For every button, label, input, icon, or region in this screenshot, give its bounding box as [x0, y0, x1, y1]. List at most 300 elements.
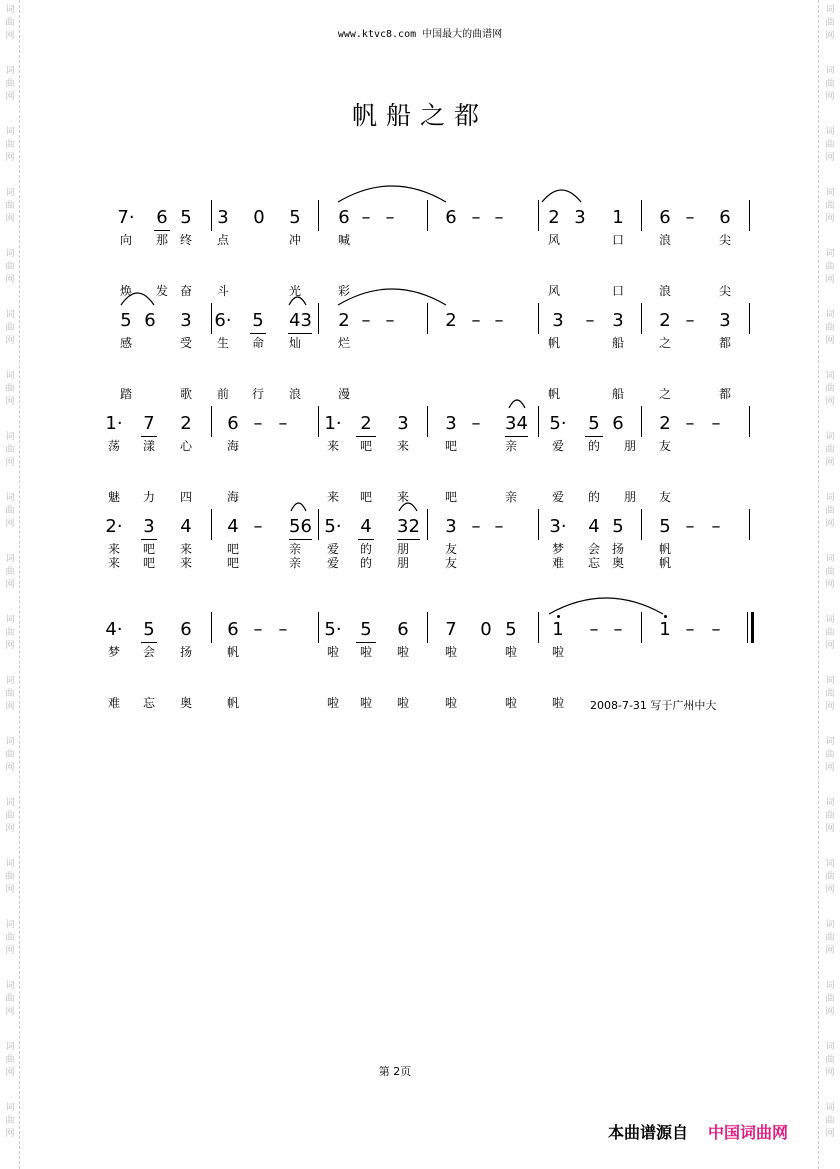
barline [318, 509, 319, 540]
eighth-underline [356, 436, 376, 437]
lyric-verse-2: 爱 [326, 556, 339, 570]
score-note: – [278, 619, 288, 640]
lyric-verse-1: 那 [155, 233, 168, 247]
credit-source-text: 本曲谱源自 [608, 1123, 689, 1142]
barline [749, 200, 750, 231]
lyric-verse-2: 奥 [179, 696, 192, 710]
lyric-verse-2: 彩 [337, 284, 350, 298]
score-note: 56 [289, 516, 312, 537]
watermark-glyph: 曲 [825, 201, 835, 211]
lyric-verse-2: 来 [396, 490, 409, 504]
watermark-glyph: 曲 [825, 506, 835, 516]
eighth-underline [141, 642, 157, 643]
lyric-verse-1: 吧 [444, 439, 457, 453]
watermark-glyph: 曲 [5, 262, 15, 272]
high-octave-dot [557, 615, 560, 618]
score-note: – [685, 310, 695, 331]
watermark-glyph: 词 [5, 432, 15, 442]
watermark-glyph: 网 [5, 397, 15, 407]
lyric-verse-1: 吧 [359, 439, 372, 453]
watermark-glyph: 曲 [5, 140, 15, 150]
watermark-glyph: 词 [825, 249, 835, 259]
watermark-glyph: 网 [825, 824, 835, 834]
barline [641, 612, 642, 643]
score-note: 4 [360, 516, 372, 537]
lyric-verse-2: 来 [107, 556, 120, 570]
score-note: 6 [338, 207, 350, 228]
watermark-glyph: 曲 [5, 994, 15, 1004]
lyric-verse-2: 四 [179, 490, 192, 504]
lyric-verse-2: 来 [179, 556, 192, 570]
eighth-underline [505, 436, 528, 437]
watermark-glyph: 网 [825, 702, 835, 712]
barline [749, 406, 750, 437]
lyric-verse-1: 荡 [107, 439, 120, 453]
watermark-glyph: 曲 [5, 445, 15, 455]
lyric-verse-1: 终 [179, 233, 192, 247]
score-note: – [613, 619, 623, 640]
lyric-verse-2: 魅 [107, 490, 120, 504]
watermark-glyph: 曲 [825, 79, 835, 89]
score-note: 2 [548, 207, 560, 228]
watermark-glyph: 词 [825, 127, 835, 137]
watermark-glyph: 词 [5, 127, 15, 137]
tie-arc [290, 502, 307, 512]
lyric-verse-1: 的 [359, 542, 372, 556]
watermark-glyph: 词 [825, 859, 835, 869]
barline [538, 200, 539, 231]
lyric-verse-2: 船 [611, 387, 624, 401]
lyric-verse-1: 灿 [288, 336, 301, 350]
watermark-glyph: 词 [5, 920, 15, 930]
lyric-verse-2: 啦 [326, 696, 339, 710]
lyric-verse-2: 吧 [444, 490, 457, 504]
score-note: 5 [360, 619, 372, 640]
watermark-glyph: 词 [825, 371, 835, 381]
lyric-verse-2: 奋 [179, 284, 192, 298]
barline [538, 509, 539, 540]
watermark-glyph: 网 [825, 1007, 835, 1017]
watermark-glyph: 曲 [5, 1116, 15, 1126]
score-note: 3· [549, 516, 567, 537]
lyric-verse-1: 帆 [547, 336, 560, 350]
score-note: 6 [445, 207, 457, 228]
lyric-verse-1: 友 [444, 542, 457, 556]
score-note: 1 [654, 619, 676, 641]
lyric-verse-2: 的 [359, 556, 372, 570]
tie-arc [508, 399, 526, 409]
eighth-underline [289, 539, 312, 540]
watermark-glyph: 网 [825, 1129, 835, 1139]
score-note: 3 [143, 516, 155, 537]
score-note: – [385, 207, 395, 228]
watermark-glyph: 曲 [825, 140, 835, 150]
score-note: 1· [324, 413, 342, 434]
lyric-verse-1: 啦 [504, 645, 517, 659]
watermark-glyph: 词 [825, 432, 835, 442]
lyric-verse-2: 焕 [119, 284, 132, 298]
lyric-verse-2: 浪 [288, 387, 301, 401]
score-note: – [589, 619, 599, 640]
final-barline [747, 612, 748, 643]
eighth-underline [141, 436, 157, 437]
watermark-glyph: 网 [825, 946, 835, 956]
score-note: 0 [480, 619, 492, 640]
watermark-glyph: 网 [5, 92, 15, 102]
lyric-verse-2: 发 [155, 284, 168, 298]
tie-arc [337, 185, 447, 203]
score-note: – [253, 516, 263, 537]
score-note: – [253, 619, 263, 640]
lyric-verse-2: 帆 [226, 696, 239, 710]
lyric-verse-2: 爱 [551, 490, 564, 504]
lyric-verse-2: 难 [107, 696, 120, 710]
watermark-glyph: 网 [5, 702, 15, 712]
barline [427, 200, 428, 231]
lyric-verse-2: 吧 [142, 556, 155, 570]
lyric-verse-1: 啦 [396, 645, 409, 659]
score-note: 5 [588, 413, 600, 434]
barline [749, 303, 750, 334]
score-note: 3 [180, 310, 192, 331]
score-note: – [585, 310, 595, 331]
watermark-glyph: 网 [5, 519, 15, 529]
lyric-verse-2: 歌 [179, 387, 192, 401]
score-note: 3 [612, 310, 624, 331]
score-note: 5 [120, 310, 132, 331]
score-note: 6· [214, 310, 232, 331]
watermark-glyph: 网 [5, 1007, 15, 1017]
watermark-glyph: 词 [825, 554, 835, 564]
watermark-glyph: 曲 [5, 811, 15, 821]
watermark-glyph: 曲 [825, 994, 835, 1004]
eighth-underline [288, 333, 312, 334]
watermark-glyph: 网 [825, 580, 835, 590]
lyric-verse-1: 受 [179, 336, 192, 350]
watermark-glyph: 网 [5, 824, 15, 834]
score-note: – [361, 207, 371, 228]
score-note: 2· [105, 516, 123, 537]
lyric-verse-1: 友 [658, 439, 671, 453]
tie-arc [120, 292, 155, 306]
eighth-underline [356, 642, 376, 643]
barline [538, 612, 539, 643]
watermark-glyph: 曲 [825, 628, 835, 638]
barline [211, 509, 212, 540]
lyric-verse-1: 点 [216, 233, 229, 247]
lyric-verse-1: 梦 [551, 542, 564, 556]
watermark-glyph: 词 [825, 920, 835, 930]
eighth-underline [250, 333, 266, 334]
watermark-glyph: 词 [5, 554, 15, 564]
lyric-verse-2: 风 [547, 284, 560, 298]
lyric-verse-1: 啦 [326, 645, 339, 659]
tie-arc [288, 296, 307, 306]
lyric-verse-1: 的 [587, 439, 600, 453]
watermark-glyph: 网 [5, 275, 15, 285]
watermark-glyph: 曲 [825, 872, 835, 882]
score-note: 7 [143, 413, 155, 434]
eighth-underline [585, 436, 603, 437]
score-note: 3 [574, 207, 586, 228]
score-note: – [711, 516, 721, 537]
watermark-glyph: 网 [5, 1068, 15, 1078]
lyric-verse-2: 海 [226, 490, 239, 504]
score-note: 5· [324, 516, 342, 537]
lyric-verse-1: 梦 [107, 645, 120, 659]
watermark-glyph: 网 [825, 397, 835, 407]
watermark-glyph: 词 [825, 5, 835, 15]
site-header: www.ktvc8.com 中国最大的曲谱网 [337, 29, 503, 40]
score-note: 6 [156, 207, 168, 228]
lyric-verse-2: 啦 [444, 696, 457, 710]
lyric-verse-1: 冲 [288, 233, 301, 247]
lyric-verse-1: 爱 [551, 439, 564, 453]
watermark-glyph: 词 [825, 310, 835, 320]
lyric-verse-2: 吧 [226, 556, 239, 570]
watermark-glyph: 词 [825, 1042, 835, 1052]
watermark-glyph: 曲 [825, 933, 835, 943]
score-system [0, 310, 840, 420]
date-note: 2008-7-31 写于广州中大 [590, 699, 717, 712]
lyric-verse-2: 踏 [119, 387, 132, 401]
lyric-verse-1: 会 [142, 645, 155, 659]
score-note: 6 [180, 619, 192, 640]
lyric-verse-1: 感 [119, 336, 132, 350]
watermark-glyph: 曲 [5, 506, 15, 516]
watermark-glyph: 曲 [5, 323, 15, 333]
lyric-verse-2: 啦 [551, 696, 564, 710]
lyric-verse-2: 忘 [587, 556, 600, 570]
watermark-glyph: 词 [825, 66, 835, 76]
watermark-glyph: 词 [5, 1042, 15, 1052]
lyric-verse-1: 亲 [504, 439, 517, 453]
score-note: 5 [505, 619, 517, 640]
lyric-verse-2: 帆 [658, 556, 671, 570]
watermark-glyph: 曲 [825, 445, 835, 455]
lyric-verse-2: 尖 [718, 284, 731, 298]
score-note: – [685, 619, 695, 640]
score-note: 0 [253, 207, 265, 228]
watermark-glyph: 曲 [5, 384, 15, 394]
score-note: 2 [445, 310, 457, 331]
watermark-glyph: 网 [5, 885, 15, 895]
lyric-verse-1: 海 [226, 439, 239, 453]
eighth-underline [358, 539, 374, 540]
watermark-glyph: 曲 [5, 933, 15, 943]
score-note: 5· [549, 413, 567, 434]
watermark-glyph: 词 [825, 798, 835, 808]
watermark-glyph: 曲 [5, 689, 15, 699]
watermark-glyph: 网 [825, 214, 835, 224]
watermark-glyph: 曲 [5, 79, 15, 89]
watermark-glyph: 网 [825, 1068, 835, 1078]
lyric-verse-1: 来 [326, 439, 339, 453]
score-note: 5 [659, 516, 671, 537]
barline [427, 509, 428, 540]
lyric-verse-2: 朋 [623, 490, 636, 504]
barline [318, 612, 319, 643]
barline [318, 200, 319, 231]
barline [211, 303, 212, 334]
score-note: 6 [227, 413, 239, 434]
barline [538, 303, 539, 334]
credit-site-link[interactable]: 中国词曲网 [708, 1123, 789, 1142]
score-note: 5· [324, 619, 342, 640]
lyric-verse-2: 啦 [359, 696, 372, 710]
lyric-verse-1: 帆 [658, 542, 671, 556]
lyric-verse-1: 扬 [179, 645, 192, 659]
page-number: 第 2页 [378, 1065, 412, 1078]
score-note: 3 [217, 207, 229, 228]
score-note: 6 [719, 207, 731, 228]
score-note: 5 [180, 207, 192, 228]
lyric-verse-1: 都 [718, 336, 731, 350]
lyric-verse-1: 生 [216, 336, 229, 350]
watermark-glyph: 网 [5, 580, 15, 590]
watermark-glyph: 曲 [825, 18, 835, 28]
score-note: 3 [552, 310, 564, 331]
score-note: 2 [338, 310, 350, 331]
watermark-glyph: 词 [825, 493, 835, 503]
score-note: 5 [143, 619, 155, 640]
lyric-verse-1: 亲 [288, 542, 301, 556]
lyric-verse-2: 奥 [611, 556, 624, 570]
watermark-glyph: 网 [825, 275, 835, 285]
watermark-glyph: 词 [825, 188, 835, 198]
lyric-verse-2: 浪 [658, 284, 671, 298]
lyric-verse-2: 前 [216, 387, 229, 401]
score-note: 1 [612, 207, 624, 228]
lyric-verse-2: 之 [658, 387, 671, 401]
watermark-glyph: 网 [825, 458, 835, 468]
watermark-glyph: 网 [825, 763, 835, 773]
score-note: – [685, 207, 695, 228]
lyric-verse-1: 来 [107, 542, 120, 556]
tie-arc [548, 597, 664, 615]
score-note: – [711, 619, 721, 640]
watermark-glyph: 曲 [825, 1116, 835, 1126]
lyric-verse-2: 斗 [216, 284, 229, 298]
score-note: 6 [659, 207, 671, 228]
score-note: – [361, 310, 371, 331]
watermark-glyph: 词 [5, 5, 15, 15]
lyric-verse-1: 吧 [226, 542, 239, 556]
source-credit [608, 1120, 788, 1143]
lyric-verse-1: 扬 [611, 542, 624, 556]
watermark-glyph: 词 [5, 798, 15, 808]
lyric-verse-2: 亲 [288, 556, 301, 570]
lyric-verse-1: 之 [658, 336, 671, 350]
lyric-verse-2: 忘 [142, 696, 155, 710]
score-note: 2 [659, 310, 671, 331]
watermark-glyph: 网 [825, 92, 835, 102]
score-note: 3 [397, 413, 409, 434]
watermark-glyph: 词 [5, 859, 15, 869]
score-note: – [385, 310, 395, 331]
barline [427, 406, 428, 437]
watermark-glyph: 网 [5, 946, 15, 956]
lyric-verse-2: 啦 [504, 696, 517, 710]
score-note: – [685, 516, 695, 537]
score-note: 2 [659, 413, 671, 434]
score-note: 6 [397, 619, 409, 640]
lyric-verse-2: 帆 [547, 387, 560, 401]
lyric-verse-2: 口 [611, 284, 624, 298]
lyric-verse-2: 吧 [359, 490, 372, 504]
watermark-glyph: 曲 [5, 750, 15, 760]
score-note: 6 [612, 413, 624, 434]
lyric-verse-1: 口 [611, 233, 624, 247]
lyric-verse-2: 亲 [504, 490, 517, 504]
watermark-glyph: 曲 [825, 323, 835, 333]
score-note: 34 [505, 413, 528, 434]
watermark-glyph: 词 [825, 676, 835, 686]
score-note: 6 [227, 619, 239, 640]
score-note: 1 [547, 619, 569, 641]
barline [641, 509, 642, 540]
lyric-verse-1: 啦 [444, 645, 457, 659]
score-note: – [711, 413, 721, 434]
watermark-glyph: 词 [825, 1103, 835, 1113]
watermark-glyph: 曲 [825, 384, 835, 394]
lyric-verse-2: 的 [587, 490, 600, 504]
score-note: – [278, 413, 288, 434]
score-system [0, 413, 840, 523]
score-system [0, 516, 840, 626]
tie-arc [541, 189, 582, 203]
song-title: 帆船之都 [351, 101, 488, 130]
lyric-verse-1: 烂 [337, 336, 350, 350]
barline [427, 612, 428, 643]
watermark-glyph: 曲 [825, 262, 835, 272]
lyric-verse-1: 来 [179, 542, 192, 556]
score-note: – [494, 516, 504, 537]
watermark-glyph: 网 [5, 641, 15, 651]
score-note: 5 [289, 207, 301, 228]
tie-arc [337, 288, 447, 306]
watermark-glyph: 曲 [5, 18, 15, 28]
score-note: – [494, 310, 504, 331]
watermark-glyph: 曲 [825, 567, 835, 577]
score-note: 5 [612, 516, 624, 537]
barline [211, 612, 212, 643]
watermark-glyph: 网 [5, 31, 15, 41]
watermark-glyph: 词 [5, 188, 15, 198]
score-note: 3 [445, 413, 457, 434]
lyric-verse-2: 光 [288, 284, 301, 298]
score-note: 4 [180, 516, 192, 537]
final-barline [751, 612, 754, 643]
score-note: 3 [445, 516, 457, 537]
watermark-glyph: 词 [5, 66, 15, 76]
lyric-verse-2: 力 [142, 490, 155, 504]
lyric-verse-1: 帆 [226, 645, 239, 659]
watermark-glyph: 曲 [5, 201, 15, 211]
watermark-glyph: 网 [5, 458, 15, 468]
barline [318, 406, 319, 437]
watermark-glyph: 词 [5, 371, 15, 381]
watermark-glyph: 网 [825, 31, 835, 41]
lyric-verse-1: 朋 [623, 439, 636, 453]
barline [538, 406, 539, 437]
lyric-verse-2: 都 [718, 387, 731, 401]
barline [641, 303, 642, 334]
watermark-glyph: 网 [5, 214, 15, 224]
watermark-glyph: 曲 [5, 628, 15, 638]
lyric-verse-1: 会 [587, 542, 600, 556]
lyric-verse-1: 啦 [359, 645, 372, 659]
